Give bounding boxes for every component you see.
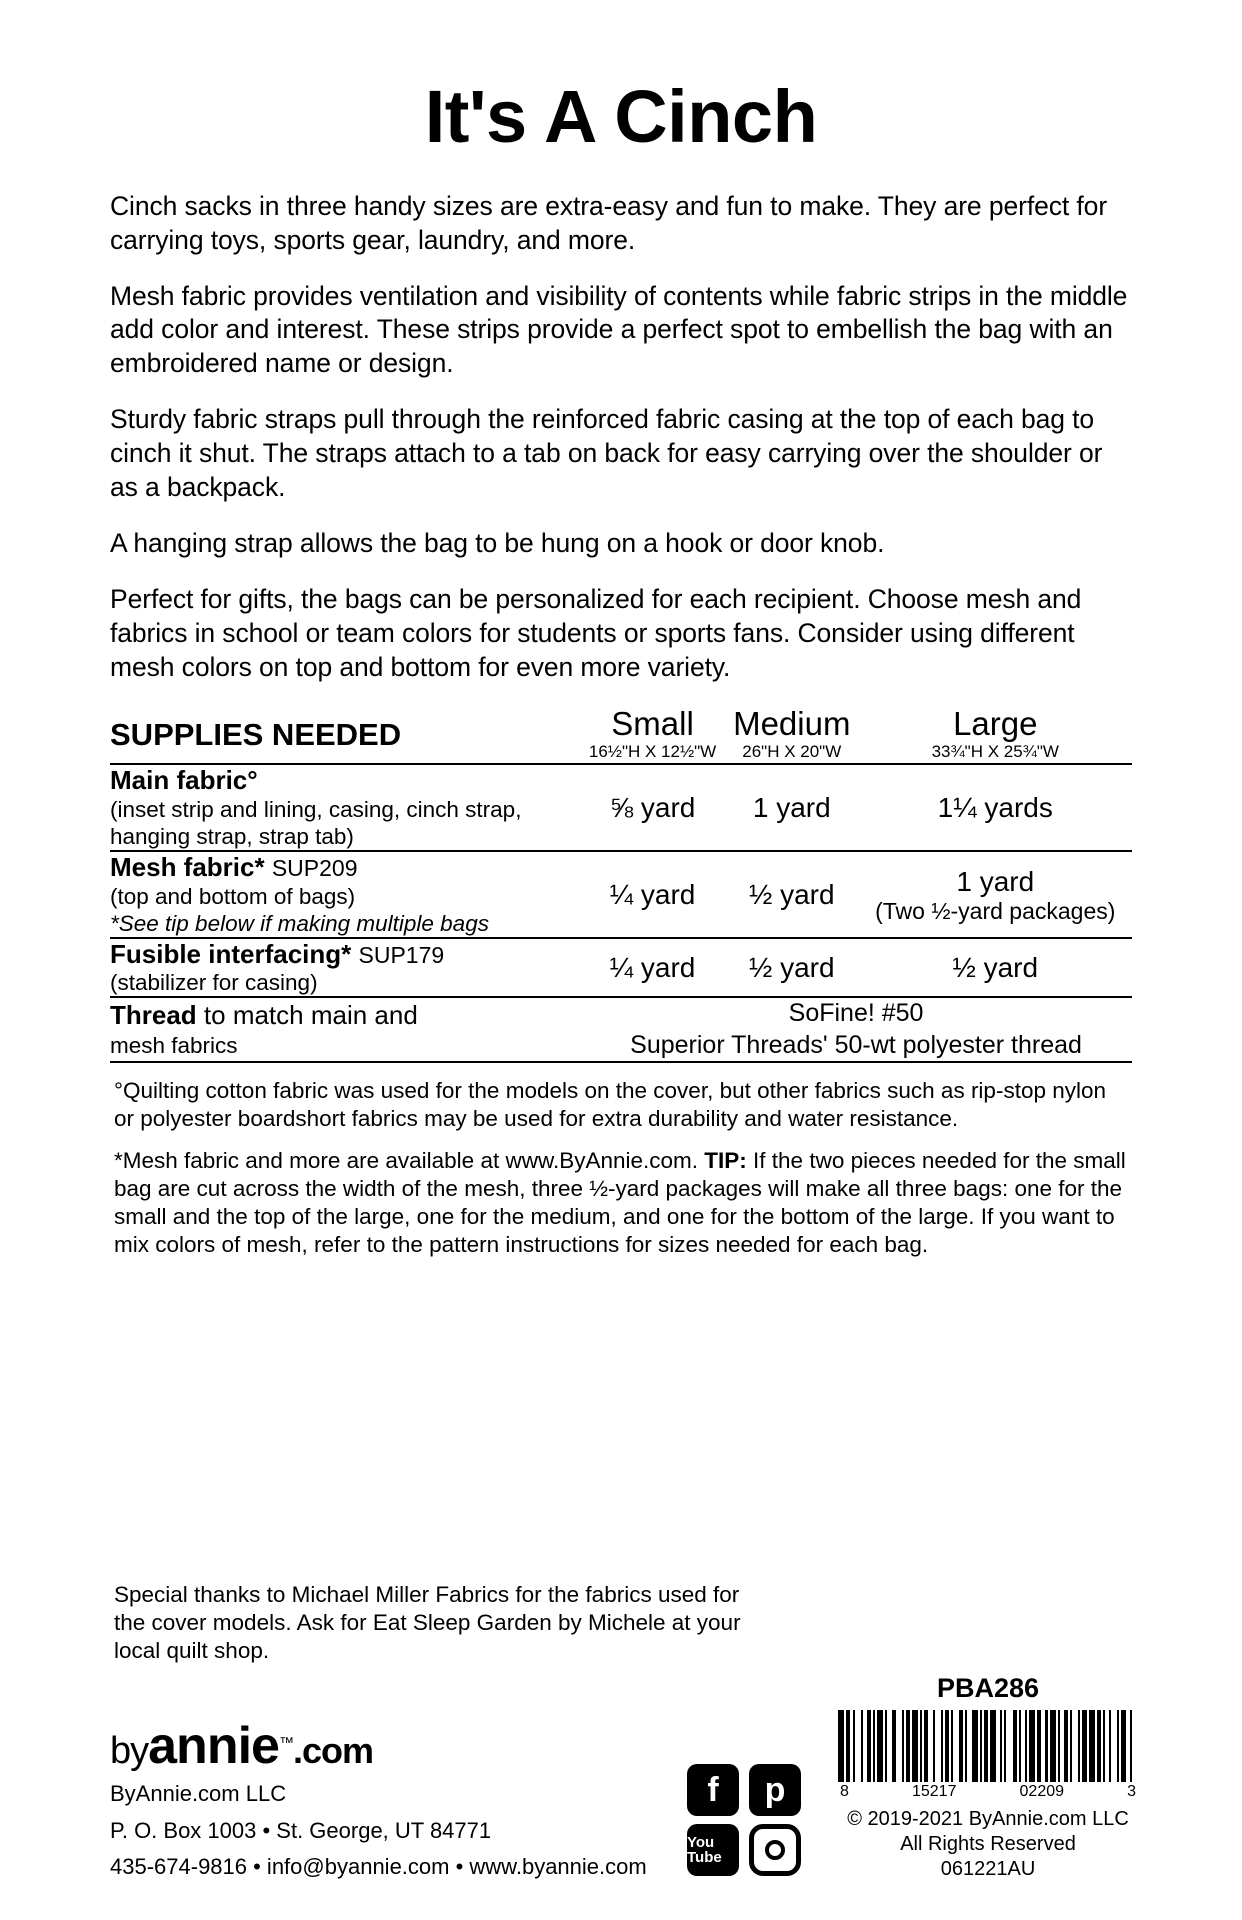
thread-value (580, 997, 1132, 1061)
supply-value-small: ⅝ yard (609, 792, 696, 824)
size-column-large (859, 704, 1132, 764)
supply-item-sub2: *See tip below if making multiple bags (110, 910, 489, 936)
intro-paragraph-2: Mesh fabric provides ventilation and visibility of contents while fabric strips in the middle add color and interest. These strips provide a perfect spot to embellish the bag with an embroidered name or design. (110, 280, 1128, 379)
youtube-icon[interactable]: You Tube (687, 1824, 739, 1876)
supply-item-sub: (top and bottom of bags) (110, 883, 356, 909)
copyright-line3: 061221AU (940, 1858, 1036, 1880)
supply-item-title-text: Thread (110, 1000, 197, 1031)
supply-value-large-main: 1 yard (956, 865, 1035, 897)
logo-com: .com (292, 1730, 373, 1772)
supply-value-large: 1¼ yards (937, 792, 1053, 824)
product-code: PBA286 (936, 1673, 1040, 1703)
intro-paragraph-5: Perfect for gifts, the bags can be personalized for each recipient. Choose mesh and fabrics in school or team colors for students or sports fans. Consider using different mesh colors on top and bottom for even more variety. (110, 583, 1082, 682)
size-name-medium: Medium (733, 704, 851, 742)
supply-value-medium: ½ yard (748, 951, 835, 983)
social-row-bottom (687, 1824, 801, 1876)
supply-item-sub: mesh fabrics (110, 1032, 238, 1058)
special-thanks: Special thanks to Michael Miller Fabrics for the fabrics used for the cover models. Ask for Eat Sleep Garden by Michele at your local quilt shop. (114, 1582, 741, 1664)
company-address: P. O. Box 1003 • St. George, UT 84771 (110, 1817, 492, 1843)
table-row (110, 938, 1132, 997)
supply-item-sub: (inset strip and lining, casing, cinch strap, hanging strap, strap tab) (110, 796, 522, 849)
logo-by: by (110, 1730, 149, 1773)
instagram-ring (765, 1840, 785, 1860)
supply-item-title-text: Mesh fabric* (110, 851, 265, 882)
footer (110, 1673, 1138, 1882)
intro-paragraph-4: A hanging strap allows the bag to be hung on a hook or door knob. (110, 527, 885, 558)
footnote-mesh-tip (110, 1147, 1132, 1260)
size-dims-small: 16½"H X 12½"W (588, 742, 717, 762)
table-row (110, 764, 1132, 850)
size-dims-large: 33¾"H X 25¾"W (931, 742, 1059, 762)
brand-block (110, 1717, 650, 1882)
pinterest-icon[interactable]: p (749, 1764, 801, 1816)
supply-value-large (859, 851, 1132, 937)
supply-item-title-rest: to match main and (196, 1000, 418, 1031)
supply-item-title (110, 852, 580, 883)
product-code-block (838, 1673, 1138, 1882)
supply-item-main-fabric (110, 764, 580, 850)
supply-item-thread (110, 997, 580, 1061)
size-dims-medium: 26"H X 20"W (742, 742, 842, 762)
facebook-icon[interactable]: f (687, 1764, 739, 1816)
copyright-line2: All Rights Reserved (900, 1833, 1076, 1855)
footnote-mesh-pre: *Mesh fabric and more are available at www.ByAnnie.com. (114, 1148, 705, 1174)
barcode-digit-group1: 15217 (911, 1783, 957, 1800)
thread-value-line2: Superior Threads' 50-wt polyester thread (630, 1030, 1082, 1059)
page-title: It's A Cinch (424, 75, 818, 158)
supply-item-code: SUP209 (271, 854, 358, 881)
company-name: ByAnnie.com LLC (110, 1781, 287, 1807)
company-contact: 435-674-9816 • info@byannie.com • www.byannie.com (110, 1854, 647, 1880)
supply-item-title (110, 939, 580, 970)
size-name-small: Small (611, 704, 694, 742)
table-row (110, 851, 1132, 937)
copyright (838, 1807, 1138, 1882)
supplies-table (110, 704, 1132, 1063)
size-column-medium (725, 704, 859, 764)
supply-value-large: ½ yard (952, 951, 1039, 983)
supply-item-title (110, 1000, 580, 1031)
barcode-digit-group2: 02209 (1019, 1783, 1065, 1800)
barcode-digit-left: 8 (840, 1783, 849, 1800)
footnote-quilting-cotton: °Quilting cotton fabric was used for the models on the cover, but other fabrics such as rip-stop nylon or polyester boardshort fabrics may be used for extra durability and water resistance. (114, 1077, 1107, 1131)
supplies-heading: SUPPLIES NEEDED (110, 716, 402, 752)
thread-value-line1: SoFine! #50 (788, 999, 924, 1028)
supply-item-title-text: Fusible interfacing* (110, 938, 352, 969)
size-name-large: Large (953, 704, 1038, 742)
barcode-digits (838, 1783, 1138, 1801)
supply-item-mesh-fabric (110, 851, 580, 937)
logo-annie: annie (148, 1717, 279, 1776)
supply-value-small: ¼ yard (609, 951, 696, 983)
supply-item-fusible-interfacing (110, 938, 580, 997)
supply-item-sub: (stabilizer for casing) (110, 970, 318, 996)
social-icons (687, 1764, 801, 1876)
intro-paragraph-3: Sturdy fabric straps pull through the reinforced fabric casing at the top of each bag to cinch it shut. The straps attach to a tab on back for easy carrying over the shoulder or as a backpack. (110, 404, 1103, 503)
copyright-line1: © 2019-2021 ByAnnie.com LLC (847, 1808, 1129, 1830)
barcode-digit-right: 3 (1127, 1783, 1136, 1800)
intro-paragraph-1: Cinch sacks in three handy sizes are extra-easy and fun to make. They are perfect for carrying toys, sports gear, laundry, and more. (110, 190, 1108, 255)
logo-tm: ™ (278, 1734, 293, 1752)
supply-item-code: SUP179 (358, 941, 445, 968)
supply-value-large-note: (Two ½-yard packages) (875, 897, 1116, 924)
barcode (838, 1710, 1138, 1782)
social-row-top (687, 1764, 801, 1816)
table-row-thread (110, 997, 1132, 1061)
supply-value-medium: 1 yard (752, 792, 831, 824)
size-column-small (580, 704, 725, 764)
footnote-tip-label: TIP: (704, 1148, 747, 1174)
supplies-header-row (110, 707, 1132, 764)
footnote-mesh-post: If the two pieces needed for the small bag are cut across the width of the mesh, three ½-yard packages will make all three bags: one for the small and the top of the large, one for the medium, and one for the bottom of the large. If you want to mix colors of mesh, refer to the pattern instructions for sizes needed for each bag. (114, 1148, 1126, 1258)
table-rule (110, 1061, 1132, 1062)
byannie-logo (110, 1717, 650, 1776)
supply-item-title: Main fabric° (110, 765, 258, 796)
supply-value-medium: ½ yard (748, 878, 835, 910)
instagram-icon[interactable] (749, 1824, 801, 1876)
supply-value-small: ¼ yard (609, 878, 696, 910)
